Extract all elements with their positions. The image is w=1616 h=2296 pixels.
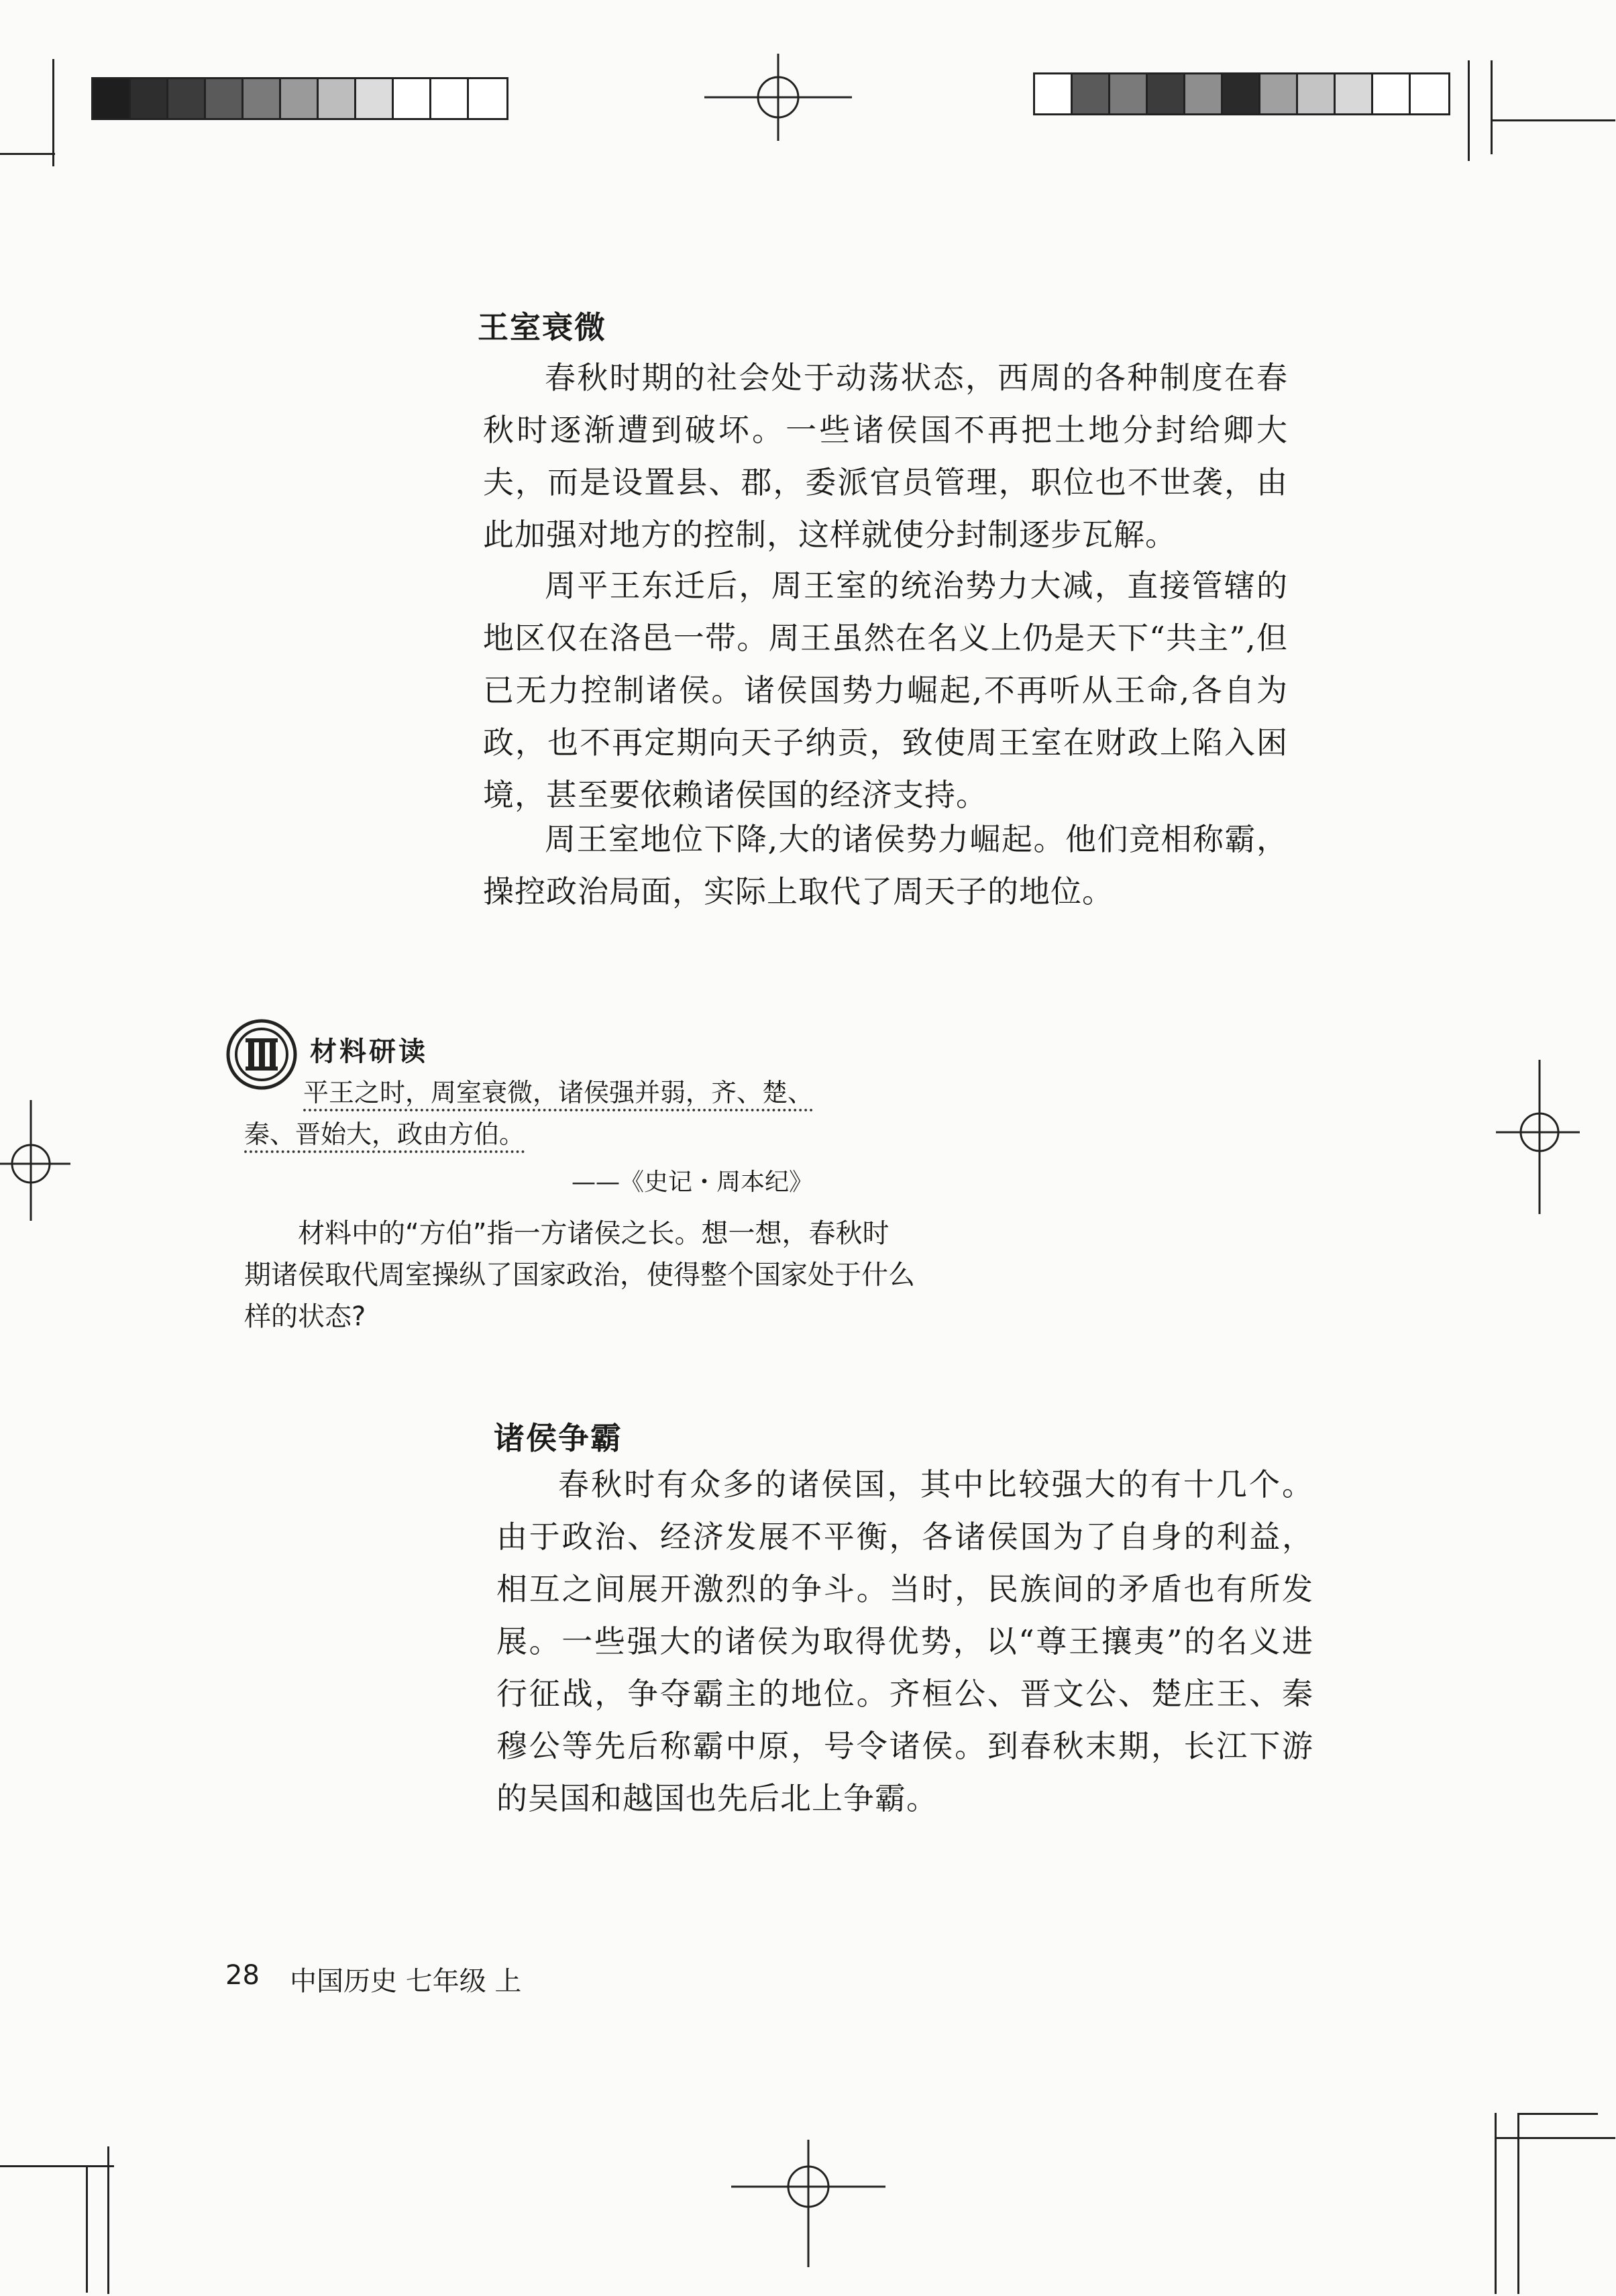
calibration-swatch	[394, 79, 431, 118]
material-quote-line-1	[303, 1072, 907, 1113]
calibration-bar-left	[91, 77, 508, 120]
calibration-swatch	[244, 79, 281, 118]
crop-mark	[1495, 2113, 1497, 2294]
section-title: 诸侯争霸	[494, 1420, 623, 1456]
crop-mark	[1491, 60, 1493, 154]
crop-mark	[0, 2165, 114, 2167]
calibration-swatch	[469, 79, 506, 118]
calibration-swatch	[319, 79, 356, 118]
material-title: 材料研读	[310, 1036, 428, 1067]
paragraph: 春秋时期的社会处于动荡状态，西周的各种制度在春秋时逐渐遭到破坏。一些诸侯国不再把土地分封给卿大夫，而是设置县、郡，委派官员管理，职位也不世袭，由此加强对地方的控制，这样就使分封制逐步瓦解。	[483, 360, 1288, 553]
registration-mark-right	[1496, 1060, 1597, 1214]
paragraph: 周平王东迁后，周王室的统治势力大减，直接管辖的地区仅在洛邑一带。周王虽然在名义上仍是天下“共主”,但已无力控制诸侯。诸侯国势力崛起,不再听从王命,各自为政，也不再定期向天子纳贡，致使周王室在财政上陷入困境，甚至要依赖诸侯国的经济支持。	[483, 567, 1288, 813]
crop-mark	[52, 59, 54, 166]
calibration-swatch	[1110, 74, 1148, 113]
calibration-swatch	[1298, 74, 1336, 113]
calibration-swatch	[1223, 74, 1260, 113]
material-icon	[224, 1017, 299, 1092]
registration-mark-bottom	[731, 2140, 885, 2267]
calibration-swatch	[168, 79, 206, 118]
calibration-swatch	[1148, 74, 1185, 113]
calibration-swatch	[93, 79, 131, 118]
crop-mark	[1495, 2137, 1615, 2139]
material-question: 材料中的“方伯”指一方诸侯之长。想一想，春秋时期诸侯取代周室操纵了国家政治，使得整个国家处于什么样的状态?	[244, 1218, 915, 1332]
calibration-bar-right	[1033, 72, 1450, 115]
calibration-swatch	[431, 79, 469, 118]
crop-mark	[86, 2165, 88, 2293]
calibration-swatch	[1373, 74, 1411, 113]
calibration-swatch	[1035, 74, 1073, 113]
crop-mark	[1517, 2113, 1598, 2115]
crop-mark	[107, 2146, 109, 2294]
registration-mark-left	[0, 1100, 74, 1221]
calibration-swatch	[131, 79, 168, 118]
registration-mark-top	[704, 54, 852, 141]
crop-mark	[1468, 60, 1470, 161]
calibration-swatch	[1411, 74, 1448, 113]
paragraph: 春秋时有众多的诸侯国，其中比较强大的有十几个。由于政治、经济发展不平衡，各诸侯国为了自身的利益，相互之间展开激烈的争斗。当时，民族间的矛盾也有所发展。一些强大的诸侯为取得优势，以“尊王攘夷”的名义进行征战，争夺霸主的地位。齐桓公、晋文公、楚庄王、秦穆公等先后称霸中原，号令诸侯。到春秋末期，长江下游的吴国和越国也先后北上争霸。	[496, 1466, 1313, 1816]
paragraph: 周王室地位下降,大的诸侯势力崛起。他们竞相称霸，操控政治局面，实际上取代了周天子的地位。	[483, 821, 1288, 910]
crop-mark	[1491, 119, 1615, 121]
calibration-swatch	[1185, 74, 1223, 113]
crop-mark	[1517, 2113, 1519, 2294]
material-quote-line-2	[244, 1113, 848, 1155]
page-number: 28	[225, 1960, 260, 1991]
material-quote-text: 秦、晋始大，政由方伯。	[244, 1119, 525, 1149]
calibration-swatch	[1073, 74, 1110, 113]
material-quote-text: 平王之时，周室衰微，诸侯强并弱，齐、楚、	[303, 1078, 814, 1107]
calibration-swatch	[356, 79, 394, 118]
calibration-swatch	[1336, 74, 1373, 113]
calibration-swatch	[1260, 74, 1298, 113]
calibration-swatch	[281, 79, 319, 118]
crop-mark	[0, 153, 55, 155]
book-title: 中国历史 七年级 上	[290, 1966, 522, 1997]
material-source: ——《史记・周本纪》	[572, 1168, 814, 1196]
calibration-swatch	[206, 79, 244, 118]
section-title: 王室衰微	[478, 309, 606, 345]
